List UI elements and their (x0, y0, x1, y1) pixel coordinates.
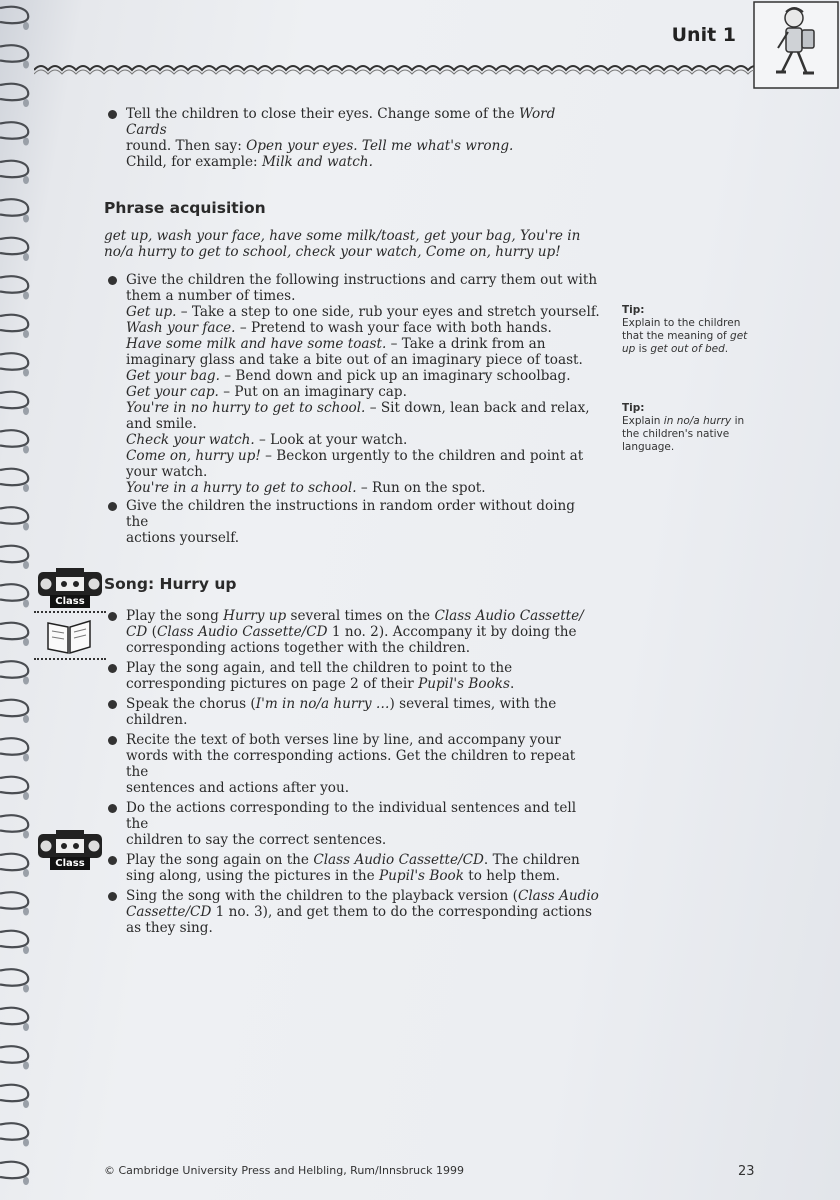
spiral-ring (0, 507, 28, 523)
song-heading: Song: Hurry up (104, 575, 237, 593)
page-number: 23 (738, 1164, 755, 1179)
text-line: sing along, using the pictures in the Pupil's Book to help them. (126, 868, 560, 884)
spiral-hole (23, 176, 29, 184)
bullet-dot (108, 804, 117, 813)
spiral-ring (0, 7, 28, 23)
text-line: Wash your face. – Pretend to wash your face with both hands. (126, 320, 552, 336)
bullet-item (104, 800, 600, 848)
spiral-ring (0, 430, 28, 446)
text-line: Tell the children to close their eyes. Change some of the Word Cards (126, 106, 556, 138)
spiral-ring (0, 199, 28, 215)
tip-line: up is get out of bed. (622, 343, 729, 355)
phrase-acquisition-section (104, 200, 600, 216)
cassette-player-icon (36, 566, 104, 608)
spiral-hole (23, 908, 29, 916)
phrase-line: no/a hurry to get to school, check your watch, Come on, hurry up! (104, 244, 561, 260)
text-line: Play the song Hurry up several times on the Class Audio Cassette/ (126, 608, 584, 624)
spiral-ring (0, 1162, 28, 1178)
text-line: Do the actions corresponding to the individual sentences and tell the (126, 800, 577, 832)
bullet-item (104, 498, 600, 546)
walking-child-illustration (748, 0, 840, 92)
cassette-player-icon (36, 828, 104, 870)
bullet-dot (108, 892, 117, 901)
text-line: Check your watch. – Look at your watch. (126, 432, 408, 448)
text-line: Get your bag. – Bend down and pick up an imaginary schoolbag. (126, 368, 571, 384)
text-line: Speak the chorus (I'm in no/a hurry …) several times, with the children. (126, 696, 557, 728)
text-line: You're in a hurry to get to school. – Run on the spot. (126, 480, 486, 496)
spiral-hole (23, 1139, 29, 1147)
intro-block (104, 106, 600, 172)
text-line: You're in no hurry to get to school. – Sit down, lean back and relax, (126, 400, 590, 416)
spiral-hole (23, 1100, 29, 1108)
spiral-hole (23, 61, 29, 69)
class-label: Class (55, 858, 85, 869)
spiral-ring (0, 238, 28, 254)
spiral-hole (23, 715, 29, 723)
spiral-ring (0, 392, 28, 408)
text-line: Cassette/CD 1 no. 3), and get them to do the corresponding actions (126, 904, 592, 920)
text-line: Have some milk and have some toast. – Take a drink from an (126, 336, 546, 352)
text-line: Sing the song with the children to the playback version (Class Audio (126, 888, 599, 904)
bullet-dot (108, 110, 117, 119)
spiral-hole (23, 638, 29, 646)
spiral-hole (23, 330, 29, 338)
spiral-ring (0, 700, 28, 716)
bullet-dot (108, 502, 117, 511)
spiral-hole (23, 754, 29, 762)
spiral-ring (0, 45, 28, 61)
bullet-item (104, 852, 600, 884)
text-line: Get your cap. – Put on an imaginary cap. (126, 384, 407, 400)
bullet-dot (108, 276, 117, 285)
spiral-ring (0, 1046, 28, 1062)
spiral-hole (23, 561, 29, 569)
dotted-rule-bottom (34, 658, 106, 660)
tip-text (622, 415, 762, 454)
spiral-hole (23, 523, 29, 531)
spiral-ring (0, 931, 28, 947)
spiral-ring (0, 546, 28, 562)
text-line: imaginary glass and take a bite out of an imaginary piece of toast. (126, 352, 583, 368)
spiral-ring (0, 892, 28, 908)
spiral-hole (23, 407, 29, 415)
text-line: Give the children the following instructions and carry them out with (126, 272, 598, 288)
class-label: Class (55, 596, 85, 607)
spiral-hole (23, 792, 29, 800)
bullet-item (104, 272, 600, 496)
spiral-ring (0, 353, 28, 369)
spiral-ring (0, 1123, 28, 1139)
text-line: them a number of times. (126, 288, 296, 304)
tip-line: language. (622, 441, 675, 453)
text-line: Play the song again on the Class Audio Cassette/CD. The children (126, 852, 580, 868)
phrase-lines (104, 228, 600, 260)
spiral-hole (23, 369, 29, 377)
text-line: Child, for example: Milk and watch. (126, 154, 373, 170)
phrase-bullet-list (104, 272, 600, 546)
bullet-dot (108, 856, 117, 865)
bullet-dot (108, 736, 117, 745)
bullet-item (104, 660, 600, 692)
spiral-ring (0, 1085, 28, 1101)
spiral-hole (23, 138, 29, 146)
spiral-hole (23, 946, 29, 954)
spiral-binding (0, 0, 34, 1200)
text-line: sentences and actions after you. (126, 780, 350, 796)
bullet-dot (108, 612, 117, 621)
tip-text (622, 317, 762, 356)
bullet-dot (108, 664, 117, 673)
spiral-hole (23, 446, 29, 454)
bullet-item (104, 888, 600, 936)
spiral-ring (0, 661, 28, 677)
wave-line (34, 66, 754, 70)
spiral-ring (0, 854, 28, 870)
tip-label: Tip: (622, 402, 645, 414)
bullet-item (104, 696, 600, 728)
spiral-ring (0, 276, 28, 292)
spiral-hole (23, 292, 29, 300)
spiral-hole (23, 1023, 29, 1031)
spiral-ring (0, 315, 28, 331)
unit-title: Unit 1 (671, 24, 736, 46)
copyright-footer: © Cambridge University Press and Helbling, Rum/Innsbruck 1999 (104, 1164, 465, 1177)
spiral-ring (0, 584, 28, 600)
spiral-hole (23, 677, 29, 685)
spiral-ring (0, 1008, 28, 1024)
tip-line: the children's native (622, 428, 730, 440)
text-line: corresponding pictures on page 2 of their Pupil's Books. (126, 676, 515, 692)
text-line: Get up. – Take a step to one side, rub your eyes and stretch yourself. (126, 304, 600, 320)
spiral-hole (23, 215, 29, 223)
tip-line: Explain in no/a hurry in (622, 415, 745, 427)
header-wave-divider (34, 56, 754, 80)
bullet-item (104, 608, 600, 656)
song-bullet-list (104, 608, 600, 936)
text-line: round. Then say: Open your eyes. Tell me what's wrong. (126, 138, 514, 154)
text-line: Give the children the instructions in random order without doing the (126, 498, 575, 530)
text-line: and smile. (126, 416, 197, 432)
spiral-hole (23, 831, 29, 839)
text-line: Recite the text of both verses line by line, and accompany your (126, 732, 561, 748)
tip-line: Explain to the children (622, 317, 741, 329)
intro-bullet-item (104, 106, 600, 170)
spiral-hole (23, 869, 29, 877)
spiral-ring (0, 469, 28, 485)
phrase-bullets (104, 272, 600, 548)
song-section (104, 576, 600, 592)
phrase-heading: Phrase acquisition (104, 199, 266, 217)
spiral-ring (0, 161, 28, 177)
phrase-line: get up, wash your face, have some milk/toast, get your bag, You're in (104, 228, 581, 244)
text-line: children to say the correct sentences. (126, 832, 387, 848)
spiral-ring (0, 122, 28, 138)
text-line: corresponding actions together with the children. (126, 640, 471, 656)
text-line: CD (Class Audio Cassette/CD 1 no. 2). Accompany it by doing the (126, 624, 577, 640)
text-line: Play the song again, and tell the children to point to the (126, 660, 513, 676)
text-line: as they sing. (126, 920, 213, 936)
spiral-ring (0, 969, 28, 985)
text-line: words with the corresponding actions. Get the children to repeat the (126, 748, 576, 780)
spiral-ring (0, 815, 28, 831)
spiral-hole (23, 484, 29, 492)
text-line: Come on, hurry up! – Beckon urgently to the children and point at (126, 448, 584, 464)
bullet-dot (108, 700, 117, 709)
tip-note-1 (622, 304, 762, 356)
wave-line (34, 70, 754, 74)
tip-note-2 (622, 402, 762, 454)
song-bullets (104, 608, 600, 940)
text-line: your watch. (126, 464, 208, 480)
spiral-hole (23, 99, 29, 107)
intro-lines (126, 106, 600, 170)
text-line: actions yourself. (126, 530, 240, 546)
tip-line: that the meaning of get (622, 330, 748, 342)
open-book-icon (44, 617, 94, 655)
spiral-hole (23, 600, 29, 608)
spiral-hole (23, 1177, 29, 1185)
bullet-item (104, 732, 600, 796)
spiral-hole (23, 22, 29, 30)
dotted-rule-top (34, 611, 106, 613)
spiral-ring (0, 84, 28, 100)
spiral-ring (0, 738, 28, 754)
phrase-list (104, 228, 600, 260)
spiral-ring (0, 777, 28, 793)
spiral-ring (0, 623, 28, 639)
tip-label: Tip: (622, 304, 645, 316)
spiral-hole (23, 985, 29, 993)
spiral-hole (23, 1062, 29, 1070)
spiral-hole (23, 253, 29, 261)
